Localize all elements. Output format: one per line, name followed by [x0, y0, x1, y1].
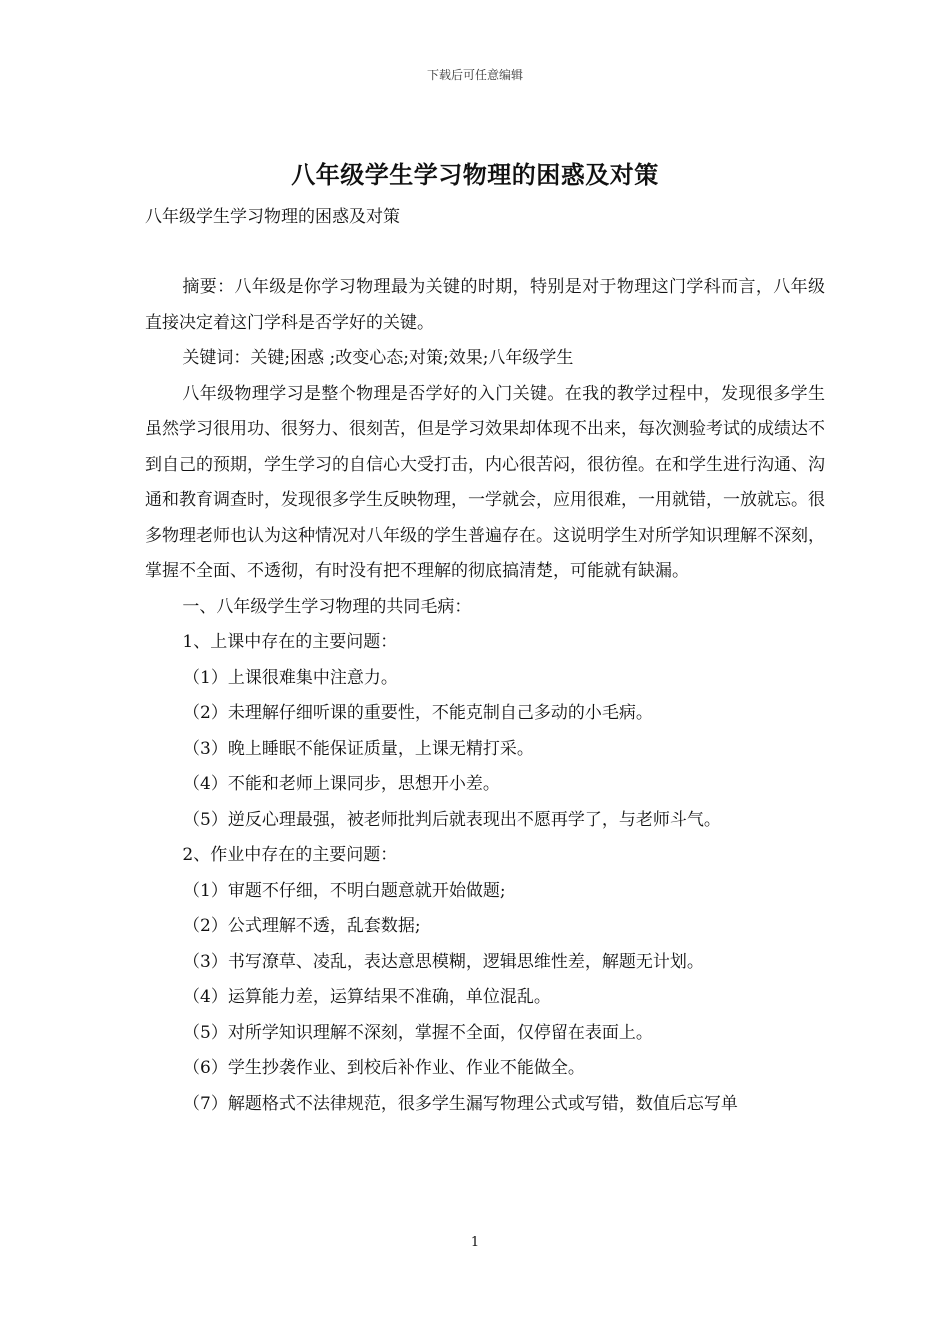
homework-problem-item: （4）运算能力差，运算结果不准确，单位混乱。 [183, 987, 551, 1007]
homework-problem-item: （3）书写潦草、凌乱，表达意思模糊，逻辑思维性差，解题无计划。 [183, 951, 704, 972]
homework-problem-item: （2）公式理解不透，乱套数据; [183, 916, 421, 936]
intro-paragraph: 八年级物理学习是整个物理是否学好的入门关键。在我的教学过程中，发现很多学生虽然学习很用功、很努力、很刻苦，但是学习效果却体现不出来，每次测验考试的成绩达不到自己的预期，学生学习的自信心大受打击，内心很苦闷，很彷徨。在和学生进行沟通、沟通和教育调查时，发现很多学生反映物理，一学就会，应用很难，一用就错，一放就忘。很多物理老师也认为这种情况对八年级的学生普遍存在。这说明学生对所学知识理解不深刻，掌握不全面、不透彻，有时没有把不理解的彻底搞清楚，可能就有缺漏。 [145, 383, 825, 581]
class-problem-item: （5）逆反心理最强，被老师批判后就表现出不愿再学了，与老师斗气。 [183, 809, 721, 830]
homework-problem-item: （1）审题不仔细，不明白题意就开始做题; [183, 880, 506, 901]
homework-problem-item: （7）解题格式不法律规范，很多学生漏写物理公式或写错，数值后忘写单 [183, 1093, 738, 1114]
class-problem-item: （3）晚上睡眠不能保证质量，上课无精打采。 [183, 738, 534, 759]
document-body [145, 270, 825, 1122]
homework-problem-item: （5）对所学知识理解不深刻，掌握不全面，仅停留在表面上。 [183, 1022, 653, 1043]
header-note: 下载后可任意编辑 [426, 68, 523, 82]
page-number: 1 [470, 1235, 480, 1250]
keywords-paragraph: 关键词：关键;困惑 ;改变心态;对策;效果;八年级学生 [182, 348, 574, 368]
subheading-class-problems: 1、上课中存在的主要问题： [182, 632, 398, 652]
section-heading-common-problems: 一、八年级学生学习物理的共同毛病： [182, 596, 472, 617]
class-problem-item: （1）上课很难集中注意力。 [183, 667, 398, 688]
document-title: 八年级学生学习物理的困惑及对策 [291, 160, 659, 189]
subheading-homework-problems: 2、作业中存在的主要问题： [182, 845, 398, 865]
class-problem-item: （2）未理解仔细听课的重要性，不能克制自己多动的小毛病。 [183, 703, 653, 723]
document-subtitle: 八年级学生学习物理的困惑及对策 [145, 207, 400, 227]
class-problem-item: （4）不能和老师上课同步，思想开小差。 [183, 774, 500, 794]
homework-problem-item: （6）学生抄袭作业、到校后补作业、作业不能做全。 [183, 1058, 585, 1078]
abstract-paragraph: 摘要：八年级是你学习物理最为关键的时期，特别是对于物理这门学科而言，八年级直接决定着这门学科是否学好的关键。 [145, 277, 825, 333]
